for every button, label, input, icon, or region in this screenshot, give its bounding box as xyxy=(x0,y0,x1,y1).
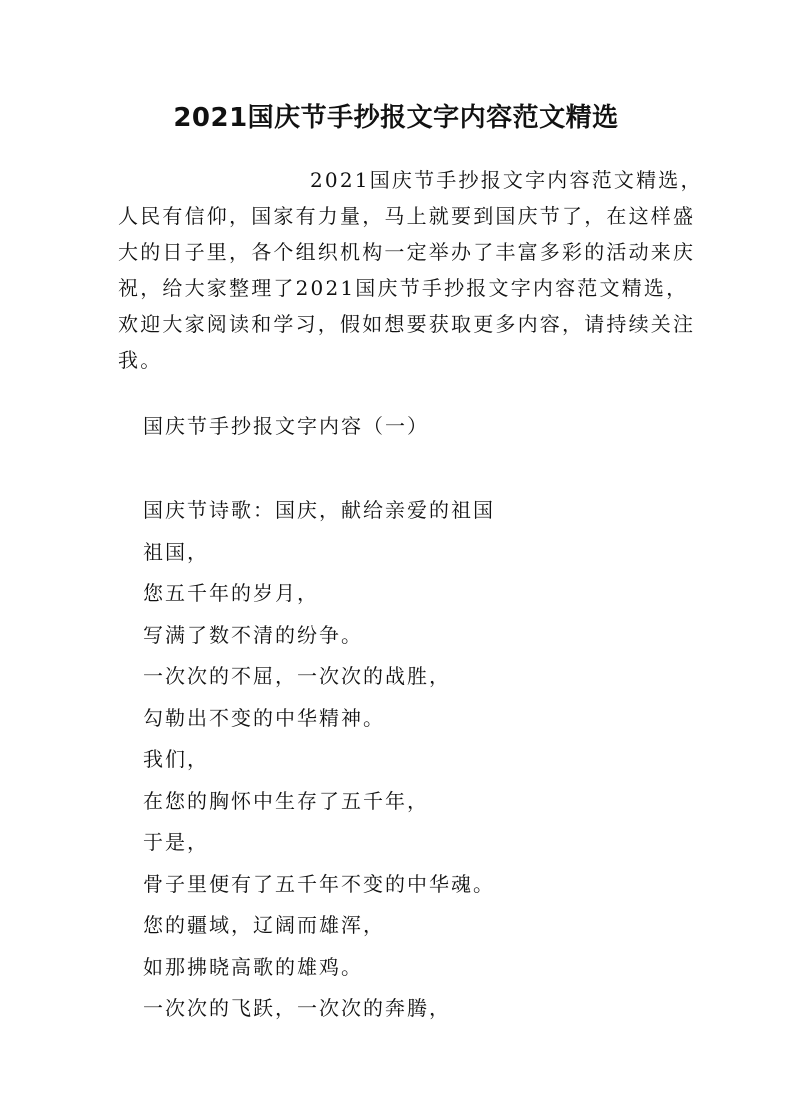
poem-line: 一次次的不屈，一次次的战胜， xyxy=(143,664,451,688)
poem-line: 一次次的飞跃，一次次的奔腾， xyxy=(143,996,451,1020)
intro-paragraph xyxy=(118,162,703,378)
document-title: 2021国庆节手抄报文字内容范文精选 xyxy=(173,103,619,133)
poem-line: 国庆节诗歌：国庆，献给亲爱的祖国 xyxy=(143,498,495,522)
poem-line: 您五千年的岁月， xyxy=(143,581,319,605)
intro-line: 我。 xyxy=(118,348,163,372)
poem-line: 写满了数不清的纷争。 xyxy=(143,622,363,647)
intro-line: 祝，给大家整理了2021国庆节手抄报文字内容范文精选， xyxy=(118,276,689,300)
poem-line: 骨子里便有了五千年不变的中华魂。 xyxy=(143,871,495,896)
intro-line: 大的日子里，各个组织机构一定举办了丰富多彩的活动来庆 xyxy=(118,240,696,264)
poem-line: 如那拂晓高歌的雄鸡。 xyxy=(143,954,363,979)
intro-line: 人民有信仰，国家有力量，马上就要到国庆节了，在这样盛 xyxy=(118,204,696,228)
poem-body xyxy=(143,492,495,1032)
poem-line: 在您的胸怀中生存了五千年， xyxy=(143,788,429,813)
intro-line: 2021国庆节手抄报文字内容范文精选， xyxy=(310,168,703,192)
poem-line: 勾勒出不变的中华精神。 xyxy=(143,705,385,730)
section-heading: 国庆节手抄报文字内容（一） xyxy=(143,414,429,438)
intro-line: 欢迎大家阅读和学习，假如想要获取更多内容，请持续关注 xyxy=(118,312,696,336)
poem-line: 于是， xyxy=(143,830,209,854)
poem-line: 祖国， xyxy=(143,539,209,564)
poem-line: 我们， xyxy=(143,747,209,771)
poem-line: 您的疆域，辽阔而雄浑， xyxy=(143,913,385,937)
